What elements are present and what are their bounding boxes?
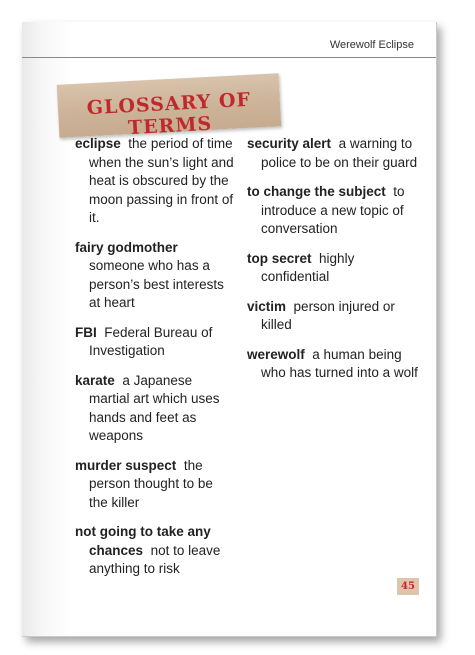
- glossary-definition: a warning to police to be on their guard: [261, 136, 418, 170]
- glossary-term: victim: [247, 298, 287, 314]
- header-divider: [22, 57, 436, 58]
- glossary-definition: a human being who has turned into a wolf: [261, 346, 418, 380]
- glossary-column-left: [75, 135, 235, 590]
- glossary-term: not going to take any chances: [75, 524, 211, 558]
- glossary-banner: [57, 73, 281, 138]
- glossary-entry: [75, 239, 235, 313]
- glossary-entry: [75, 372, 235, 446]
- glossary-definition: a Japanese martial art which uses hands and feet as weapons: [89, 372, 220, 443]
- glossary-definition: the person thought to be the killer: [89, 457, 213, 510]
- glossary-definition: someone who has a person’s best interests at heart: [89, 258, 224, 310]
- glossary-term: FBI: [75, 324, 97, 340]
- page-number: 45: [397, 578, 419, 595]
- glossary-term: security alert: [247, 136, 332, 151]
- glossary-column-right: [247, 135, 422, 394]
- glossary-term: fairy godmother: [75, 239, 178, 255]
- glossary-entry: [247, 250, 422, 287]
- glossary-term: murder suspect: [75, 457, 177, 473]
- book-title: Werewolf Eclipse: [329, 39, 414, 51]
- glossary-term: werewolf: [247, 346, 305, 362]
- glossary-term: to change the subject: [247, 184, 386, 199]
- glossary-definition: not to leave anything to risk: [89, 542, 221, 576]
- glossary-entry: [75, 135, 235, 228]
- glossary-entry: [75, 457, 235, 513]
- glossary-entry: [247, 183, 422, 239]
- glossary-term: top secret: [247, 250, 312, 266]
- glossary-term: karate: [75, 372, 115, 388]
- book-page: [22, 22, 437, 637]
- glossary-definition: person injured or killed: [261, 298, 395, 332]
- glossary-entry: [247, 298, 422, 335]
- glossary-definition: to introduce a new topic of conversation: [261, 184, 405, 236]
- glossary-entry: [247, 346, 422, 383]
- glossary-heading: GLOSSARY OF TERMS: [86, 88, 252, 140]
- glossary-entry: [247, 135, 422, 172]
- glossary-definition: Federal Bureau of Investigation: [89, 324, 213, 358]
- glossary-definition: highly confidential: [261, 250, 355, 284]
- glossary-definition: the period of time when the sun’s light and heat is obscured by the moon passing in front of it.: [89, 136, 234, 225]
- glossary-term: eclipse: [75, 136, 121, 151]
- glossary-entry: [75, 523, 235, 579]
- glossary-entry: [75, 324, 235, 361]
